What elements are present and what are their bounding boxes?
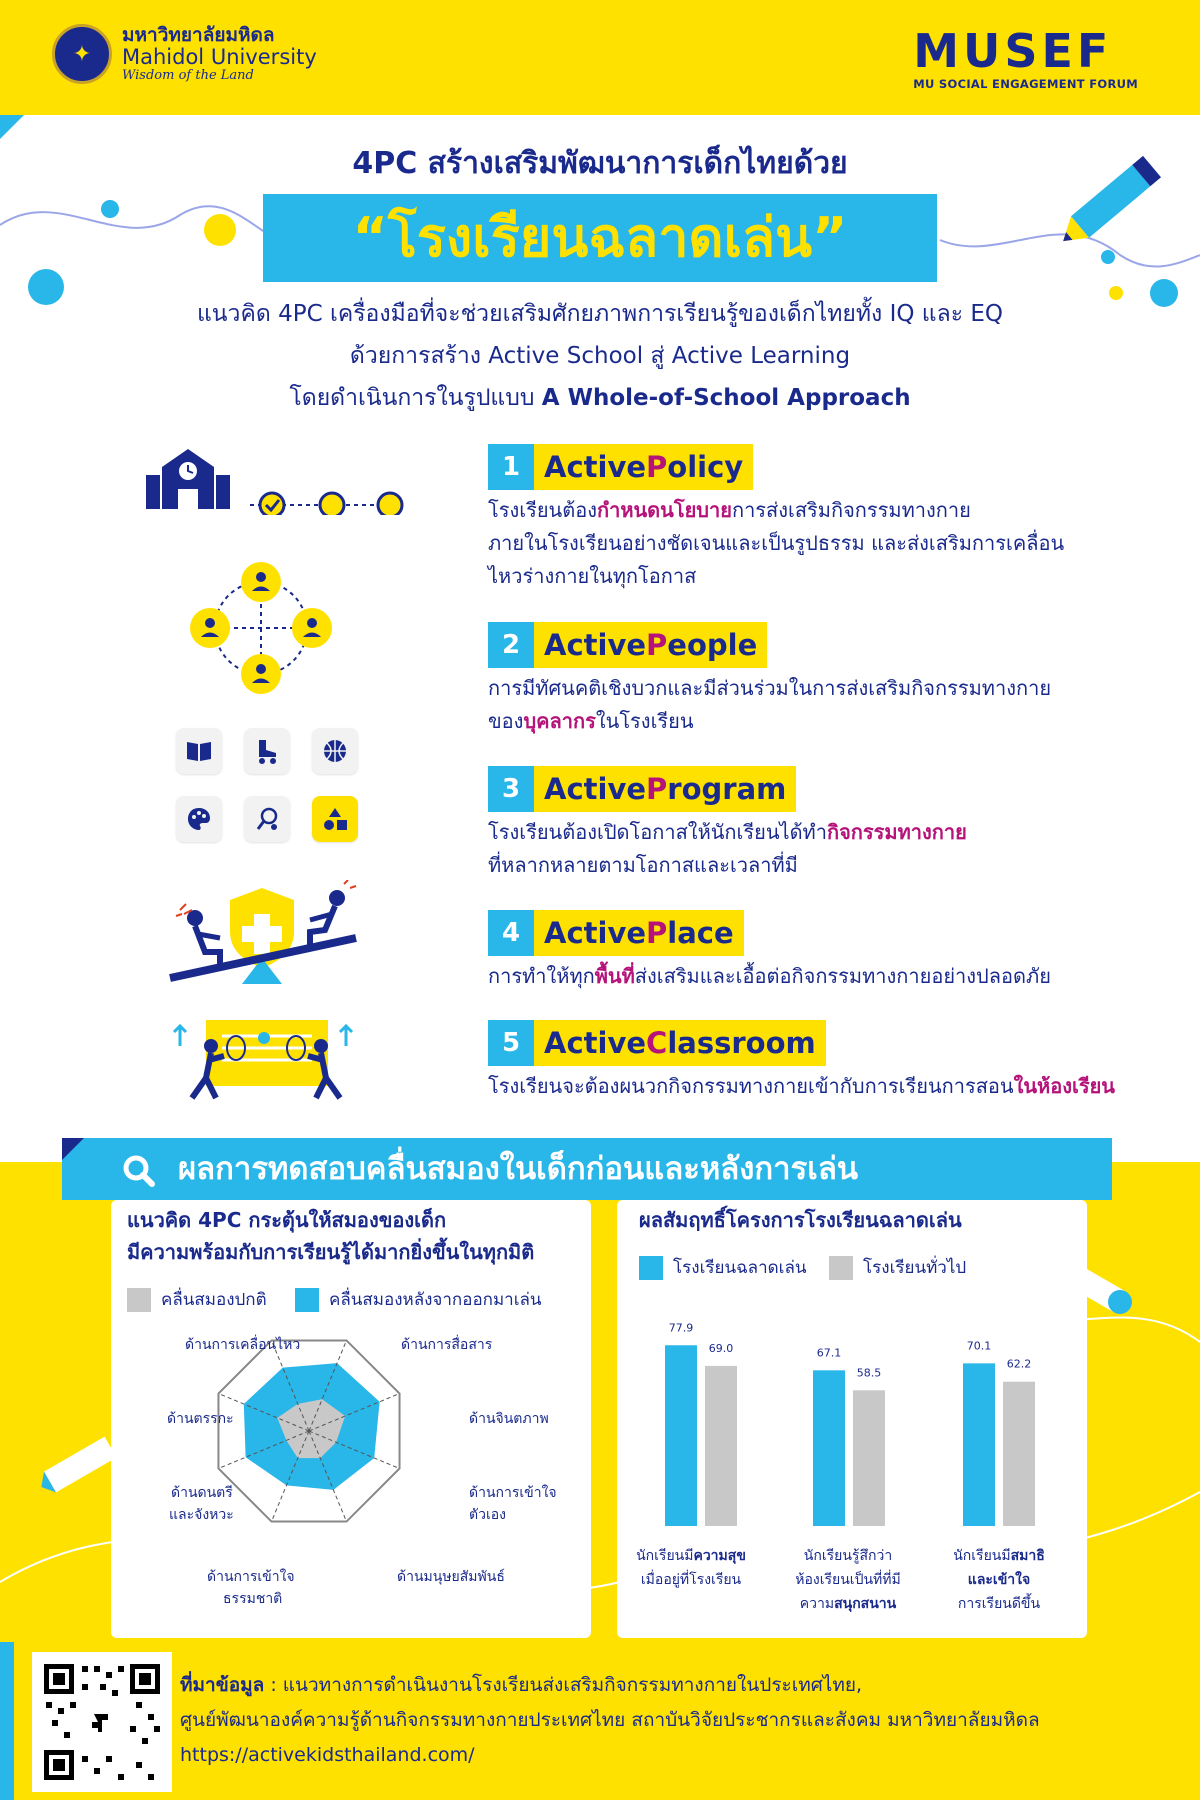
bar-smart [963,1363,995,1526]
source-text: ที่มาข้อมูล : แนวทางการดำเนินงานโรงเรียนส่งเสริมกิจกรรมทางกายในประเทศไทย, ศูนย์พัฒนาองค์ความรู้ด้านกิจกรรมทางกายประเทศไทย สถาบันวิจัยประชากรและสังคม มหาวิทยาลัยมหิดล https://activekidsthailand.com/ [180,1668,1140,1773]
step-classroom [488,1020,1115,1103]
radar-title-1: แนวคิด 4PC กระตุ้นให้สมองของเด็ก [127,1208,447,1232]
bar-value-label: 62.2 [1006,1357,1032,1371]
book-icon [176,728,222,774]
step-number: 1 [488,444,534,490]
step-title: Active P olicy [534,444,753,490]
radar-title-2: มีความพร้อมกับการเรียนรู้ได้มากยิ่งขึ้นในทุกมิติ [127,1240,535,1264]
corner-triangle-left [0,115,24,139]
bar-caption: นักเรียนรู้สึกว่า ห้องเรียนเป็นที่ที่มี ความสนุกสนาน [795,1548,901,1612]
university-name-en: Mahidol University [122,44,317,69]
bar-general [853,1390,885,1526]
bar-smart [813,1370,845,1526]
results-header-tab [62,1138,84,1160]
intro-line3-bold: A Whole-of-School Approach [541,385,911,411]
step-number: 2 [488,622,534,668]
step-policy [488,444,1064,593]
search-icon [122,1154,156,1188]
musef-wordmark: MUSEF [913,24,1113,78]
arrow-up-icon [174,1026,186,1046]
intro-line3-prefix: โดยดำเนินการในรูปแบบ [289,385,535,411]
school-icon [146,449,230,509]
radar-axis-label: และจังหวะ [169,1507,234,1523]
step-description: โรงเรียนต้องกำหนดนโยบายการส่งเสริมกิจกรรมทางกาย ภายในโรงเรียนอย่างชัดเจนและเป็นรูปธรรม และส่งเสริมการเคลื่อน ไหวร่างกายในทุกโอกาส [488,498,1065,588]
step-place [488,910,1051,993]
radar-axis-label: ด้านมนุษยสัมพันธ์ [397,1569,505,1585]
step-number: 5 [488,1020,534,1066]
bar-legend-smart: โรงเรียนฉลาดเล่น [639,1254,807,1281]
person-icon [190,608,230,648]
bar-general [705,1366,737,1526]
bar-value-label: 69.0 [708,1341,734,1355]
results-title: ผลการทดสอบคลื่นสมองในเด็กก่อนและหลังการเล่น [178,1151,859,1187]
bar-card [617,1200,1087,1638]
university-name-thai: มหาวิทยาลัยมหิดล [122,23,275,46]
step-program [488,766,967,882]
decor-circle [1101,250,1115,264]
radar-axis-label: ด้านการเคลื่อนไหว [185,1337,301,1353]
radar-card [111,1200,591,1638]
bar-value-label: 77.9 [668,1321,694,1335]
university-motto: Wisdom of the Land [122,67,254,83]
step-people [488,622,1051,738]
university-logo [52,24,317,84]
basketball-icon [312,728,358,774]
bar-title: ผลสัมฤทธิ์โครงการโรงเรียนฉลาดเล่น [639,1208,962,1232]
policy-illustration [140,445,420,515]
decor-circle [101,200,119,218]
bar-value-label: 67.1 [816,1346,842,1360]
step-title: Active P eople [534,622,767,668]
palette-icon [176,796,222,842]
classroom-illustration [166,1016,366,1112]
page-title-line1: 4PC สร้างเสริมพัฒนาการเด็กไทยด้วย [352,146,848,181]
decor-circle [204,214,236,246]
source-label: ที่มาข้อมูล [180,1674,265,1696]
radar-axis-label: ด้านการเข้าใจ [207,1569,295,1585]
step-number: 3 [488,766,534,812]
radar-axis-label: ด้านการสื่อสาร [401,1337,493,1353]
radar-axis-label: ด้านจินตภาพ [469,1411,549,1427]
page-title-line2: “โรงเรียนฉลาดเล่น” [352,206,848,269]
dinosaur-icon [84,1704,120,1740]
step-number: 4 [488,910,534,956]
arrow-up-icon [340,1026,352,1046]
step-title: Active P lace [534,910,744,956]
intro-line2: ด้วยการสร้าง Active School สู่ Active Learning [349,343,851,369]
radar-legend-normal: คลื่นสมองปกติ [127,1286,267,1313]
step-description: โรงเรียนจะต้องผนวกกิจกรรมทางกายเข้ากับการเรียนการสอนในห้องเรียน [488,1074,1115,1098]
bar-general [1003,1382,1035,1526]
bar-smart [665,1345,697,1526]
child-icon [187,910,220,968]
person-icon [241,654,281,694]
bar-value-label: 70.1 [966,1339,992,1353]
bar-value-label: 58.5 [856,1366,882,1380]
people-illustration [186,560,336,696]
milestone-icon [320,493,344,515]
person-icon [292,608,332,648]
step-description: การมีทัศนคติเชิงบวกและมีส่วนร่วมในการส่งเสริมกิจกรรมทางกาย ของบุคลากรในโรงเรียน [488,676,1052,733]
radar-legend-after: คลื่นสมองหลังจากออกมาเล่น [295,1286,542,1313]
bar-caption: นักเรียนมีสมาธิ และเข้าใจ การเรียนดีขึ้น [953,1548,1045,1612]
musef-subtitle: MU SOCIAL ENGAGEMENT FORUM [913,77,1138,91]
ping-pong-icon [244,796,290,842]
radar-axis-label: ธรรมชาติ [223,1591,283,1607]
source-link[interactable]: https://activekidsthailand.com/ [180,1744,475,1766]
roller-skate-icon [244,728,290,774]
board-icon [206,1020,328,1086]
place-illustration [160,880,360,990]
step-description: การทำให้ทุกพื้นที่ส่งเสริมและเอื้อต่อกิจกรรมทางกายอย่างปลอดภัย [488,964,1051,988]
radar-axis-label: ด้านการเข้าใจ [469,1485,557,1501]
step-description: โรงเรียนต้องเปิดโอกาสให้นักเรียนได้ทำกิจกรรมทางกาย ที่หลากหลายตามโอกาสและเวลาที่มี [488,820,967,877]
university-seal-icon: ✦ [52,24,112,84]
footer-accent [0,1642,14,1800]
radar-axis-label: ตัวเอง [469,1507,506,1523]
person-icon [241,562,281,602]
bar-caption: นักเรียนมีความสุข เมื่ออยู่ที่โรงเรียน [636,1548,746,1588]
step-title: Active P rogram [534,766,796,812]
bar-legend-general: โรงเรียนทั่วไป [829,1254,966,1281]
radar-axis-label: ด้านดนตรี [171,1485,233,1501]
milestone-icon [378,493,402,515]
musef-logo [913,24,1138,91]
qr-code[interactable] [32,1652,172,1792]
intro-line1: แนวคิด 4PC เครื่องมือที่จะช่วยเสริมศักยภาพการเรียนรู้ของเด็กไทยทั้ง IQ และ EQ [196,301,1003,327]
radar-axis-label: ด้านตรรกะ [167,1411,234,1427]
program-icon-grid [176,728,358,842]
intro-line3 [40,380,1160,416]
step-title: Active C lassroom [534,1020,826,1066]
shapes-icon [312,796,358,842]
check-icon [260,493,284,515]
qr-code-icon [42,1662,162,1782]
